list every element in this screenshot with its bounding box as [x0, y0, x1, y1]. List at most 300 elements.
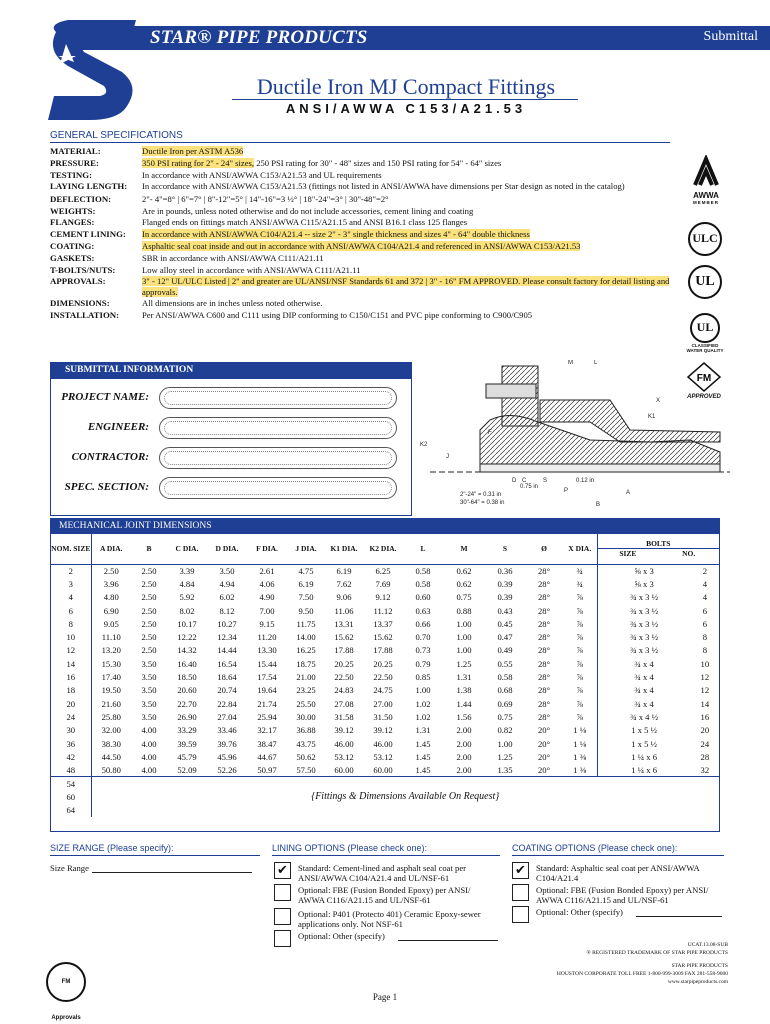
- svg-text:F: F: [488, 430, 492, 436]
- table-cell: 2.61: [259, 565, 275, 576]
- table-cell: 52.09: [177, 764, 197, 775]
- table-cell: 2.00: [456, 725, 472, 736]
- footer-trademark: ® REGISTERED TRADEMARK OF STAR PIPE PRODUCTS: [586, 950, 728, 956]
- awwa-member-label: MEMBER: [693, 200, 719, 205]
- spec-value: [142, 310, 690, 321]
- table-cell: 1 ¼ x 6: [597, 763, 691, 776]
- table-cell: 16: [51, 670, 91, 683]
- table-cell: 1.45: [415, 738, 431, 749]
- table-cell: ¾ x 3 ½: [597, 617, 691, 630]
- table-cell: 0.49: [497, 645, 513, 656]
- lining-checkbox[interactable]: [274, 908, 291, 925]
- table-cell: ⅞: [576, 685, 583, 696]
- table-cell: 3.50: [141, 711, 157, 722]
- spec-label: CEMENT LINING:: [50, 229, 126, 240]
- table-cell: 12: [700, 672, 710, 683]
- column-header: K2 DIA.: [369, 544, 397, 554]
- table-cell: 50.62: [296, 751, 316, 762]
- table-cell: 17.40: [101, 672, 121, 683]
- coating-checkbox[interactable]: ✔: [512, 862, 529, 879]
- column-header: S: [502, 544, 508, 554]
- table-cell: 14: [700, 698, 710, 709]
- column-header: Ø: [541, 544, 547, 554]
- mj-heading: MECHANICAL JOINT DIMENSIONS: [51, 519, 719, 534]
- table-cell: 39.12: [373, 725, 393, 736]
- svg-text:J: J: [446, 454, 449, 460]
- table-cell: 17.54: [257, 672, 277, 683]
- table-row: [51, 644, 719, 657]
- table-cell: 1.45: [415, 764, 431, 775]
- table-cell: 1 x 5 ½: [597, 737, 691, 750]
- table-cell: 1.00: [497, 738, 513, 749]
- table-cell: 4: [702, 578, 707, 589]
- table-cell: 48: [51, 763, 91, 776]
- column-header: K1 DIA.: [330, 544, 358, 554]
- table-cell: 44.50: [101, 751, 121, 762]
- table-cell: 9.06: [336, 592, 352, 603]
- spec-row: [50, 194, 690, 205]
- table-cell: 0.73: [415, 645, 431, 656]
- spec-row: [50, 229, 690, 240]
- table-cell: 12.34: [217, 632, 237, 643]
- table-cell: 21.60: [101, 698, 121, 709]
- table-cell: 16.54: [217, 658, 237, 669]
- spec-row: [50, 146, 690, 157]
- spec-value: [142, 217, 690, 228]
- table-cell: 8: [702, 632, 707, 643]
- table-cell: 28°: [537, 565, 551, 576]
- table-cell: 9.15: [259, 618, 275, 629]
- svg-text:D: D: [512, 478, 517, 484]
- table-cell: 36: [51, 737, 91, 750]
- table-cell: ¾ x 3 ½: [597, 591, 691, 604]
- table-cell: 24: [700, 738, 710, 749]
- svg-text:S: S: [543, 478, 548, 484]
- table-cell: 1.31: [456, 672, 472, 683]
- spec-text: Flanged ends on fittings match ANSI/AWWA C115/A21.15 and ANSI B16.1 class 125 flanges: [142, 217, 468, 228]
- spec-text: All dimensions are in inches unless noted otherwise.: [142, 298, 323, 309]
- ul-badge-icon: UL: [688, 265, 722, 299]
- size-range-rule: [50, 855, 260, 856]
- table-cell: 24.83: [334, 685, 354, 696]
- table-cell: 33.29: [177, 725, 197, 736]
- classified-label: CLASSIFIED: [691, 343, 719, 348]
- table-cell: 7.62: [336, 578, 352, 589]
- table-cell: 0.58: [497, 672, 513, 683]
- table-cell: 2.00: [456, 738, 472, 749]
- table-cell: 9.12: [375, 592, 391, 603]
- svg-text:M: M: [568, 360, 573, 366]
- svg-text:C: C: [522, 478, 527, 484]
- table-cell: 22.50: [334, 672, 354, 683]
- table-row: [51, 763, 719, 776]
- table-cell: ⅞: [576, 618, 583, 629]
- table-cell: ¾ x 3 ½: [597, 630, 691, 643]
- table-cell: 22.84: [217, 698, 237, 709]
- spec-row: [50, 217, 690, 228]
- table-cell: 1.00: [456, 645, 472, 656]
- table-cell: 21.00: [296, 672, 316, 683]
- svg-text:K2: K2: [420, 442, 428, 448]
- spec-row: [50, 253, 690, 264]
- table-cell: 20: [700, 725, 710, 736]
- table-cell: 31.58: [334, 711, 354, 722]
- table-cell: 4: [51, 591, 91, 604]
- column-header: F DIA.: [256, 544, 278, 554]
- table-cell: 1.02: [415, 711, 431, 722]
- table-cell: 0.60: [415, 592, 431, 603]
- table-row: [51, 564, 719, 577]
- table-cell: 6: [702, 605, 707, 616]
- table-cell: 20°: [537, 751, 551, 762]
- table-cell: 11.10: [101, 632, 121, 643]
- table-cell: 36.88: [296, 725, 316, 736]
- coating-heading: COATING OPTIONS (Please check one):: [512, 843, 678, 853]
- mj-table-body: [51, 564, 719, 817]
- table-cell: 2.50: [141, 645, 157, 656]
- table-cell: 2.50: [141, 632, 157, 643]
- spec-text: SBR in accordance with ANSI/AWWA C111/A21.11: [142, 252, 324, 263]
- spec-value: [142, 241, 690, 252]
- svg-text:K1: K1: [648, 414, 656, 420]
- table-cell: 15.44: [257, 658, 277, 669]
- bolts-subheader-cell: NO.: [682, 549, 696, 559]
- column-header: B: [146, 544, 152, 554]
- spec-text: Low alloy steel in accordance with ANSI/AWWA C111/A21.11: [142, 264, 361, 275]
- submittal-tag: Submittal: [703, 29, 758, 44]
- table-cell: 0.88: [456, 605, 472, 616]
- table-cell: 10: [51, 630, 91, 643]
- table-cell: 2.50: [141, 592, 157, 603]
- spec-section-label: SPEC. SECTION:: [64, 481, 149, 493]
- table-cell: 6.90: [103, 605, 119, 616]
- table-cell: 16.25: [296, 645, 316, 656]
- spec-label: COATING:: [50, 240, 95, 251]
- table-cell: 8: [51, 617, 91, 630]
- table-cell: 30.00: [296, 711, 316, 722]
- table-cell: 39.59: [177, 738, 197, 749]
- coating-checkbox[interactable]: [512, 906, 529, 923]
- highlighted-text: 350 PSI rating for 2" - 24" sizes,: [142, 157, 255, 168]
- table-cell: 13.31: [334, 618, 354, 629]
- table-cell: 8.12: [219, 605, 235, 616]
- table-cell: 4: [702, 592, 707, 603]
- table-cell: 3.39: [179, 565, 195, 576]
- table-cell: 13.20: [101, 645, 121, 656]
- spec-value: [142, 194, 690, 205]
- lining-option-label: Standard: Cement-lined and asphalt seal coat per ANSI/AWWA C104/A21.4 and UL/NSF-61: [298, 863, 466, 883]
- table-cell: 23.25: [296, 685, 316, 696]
- lining-checkbox[interactable]: ✔: [274, 862, 291, 879]
- contractor-field[interactable]: [159, 447, 397, 469]
- svg-text:2"-24" = 0.31 in: 2"-24" = 0.31 in: [460, 492, 502, 498]
- table-cell: 54: [51, 777, 91, 790]
- table-cell: 44.67: [257, 751, 277, 762]
- lining-option-label: Optional: FBE (Fusion Bonded Epoxy) per ANSI/ AWWA C116/A21.15 and UL/NSF-61: [298, 885, 471, 905]
- awwa-icon: [691, 155, 721, 189]
- table-cell: 10.27: [217, 618, 237, 629]
- table-cell: 38.30: [101, 738, 121, 749]
- title-underline: [232, 99, 578, 100]
- spec-row: [50, 298, 690, 309]
- table-cell: 20°: [537, 725, 551, 736]
- engineer-field[interactable]: [159, 417, 397, 439]
- column-header: C DIA.: [175, 544, 199, 554]
- spec-label: LAYING LENGTH:: [50, 181, 128, 192]
- spec-row: [50, 181, 690, 192]
- table-cell: 3.50: [141, 685, 157, 696]
- table-cell: 38.47: [257, 738, 277, 749]
- table-cell: 6.19: [298, 578, 314, 589]
- highlighted-text: Asphaltic seal coat inside and out in accordance with ANSI/AWWA C104/A21.4 and referenced in ANSI/AWWA C153/A21.53: [142, 240, 581, 251]
- spec-row: [50, 206, 690, 217]
- table-cell: 0.62: [456, 578, 472, 589]
- table-cell: 2.50: [141, 565, 157, 576]
- table-cell: 12: [700, 685, 710, 696]
- table-row: [51, 670, 719, 683]
- lining-rule: [272, 855, 500, 856]
- table-cell: 4.75: [298, 565, 314, 576]
- table-cell: 20.25: [334, 658, 354, 669]
- column-header: NOM. SIZE: [51, 534, 91, 564]
- table-row: [51, 697, 719, 710]
- table-cell: 0.47: [497, 632, 513, 643]
- table-cell: ⅞: [576, 645, 583, 656]
- table-cell: 33.46: [217, 725, 237, 736]
- spec-text: In accordance with ANSI/AWWA C153/A21.53 (fittings not listed in ANSI/AWWA have dimensions per Star design as noted in the catalog): [142, 181, 625, 192]
- highlighted-text: 3" - 12" UL/ULC Listed | 2" and greater are UL/ANSI/NSF Standards 61 and 372 | 3" - 16" FM APPROVED. Please consult factory for detail listing and approvals.: [142, 276, 670, 298]
- table-cell: 4.00: [141, 751, 157, 762]
- footer-company: STAR PIPE PRODUCTS: [671, 963, 728, 969]
- mj-cross-section-drawing: [420, 360, 742, 512]
- table-cell: 39.76: [217, 738, 237, 749]
- table-cell: 27.00: [373, 698, 393, 709]
- table-cell: 0.62: [456, 565, 472, 576]
- table-cell: 28°: [537, 658, 551, 669]
- table-cell: 8.02: [179, 605, 195, 616]
- table-cell: ⅞: [576, 698, 583, 709]
- table-cell: 20°: [537, 738, 551, 749]
- table-cell: 0.43: [497, 605, 513, 616]
- table-cell: 1 ¼ x 6: [597, 750, 691, 763]
- spec-row: [50, 310, 690, 321]
- highlighted-text: Ductile Iron per ASTM A536: [142, 146, 244, 156]
- table-cell: 1 ⅜: [573, 751, 587, 762]
- table-cell: 15.62: [373, 632, 393, 643]
- table-cell: ¾ x 3 ½: [597, 604, 691, 617]
- table-cell: 4.80: [103, 592, 119, 603]
- table-cell: 30: [51, 724, 91, 737]
- lining-heading: LINING OPTIONS (Please check one):: [272, 843, 428, 853]
- table-cell: 14.00: [296, 632, 316, 643]
- table-cell: 1.38: [456, 685, 472, 696]
- table-row: [51, 577, 719, 590]
- coating-other-input[interactable]: [636, 916, 722, 917]
- table-cell: 3.50: [219, 565, 235, 576]
- table-cell: 2.00: [456, 751, 472, 762]
- table-cell: 16: [700, 711, 710, 722]
- spec-value: [142, 298, 690, 309]
- awwa-badge: [684, 155, 728, 205]
- table-cell: 24: [51, 710, 91, 723]
- highlighted-text: In accordance with ANSI/AWWA C104/A21.4 -- size 2" - 3" single thickness and sizes 4" - 64" double thickness: [142, 229, 530, 240]
- table-cell: 50.97: [257, 764, 277, 775]
- table-cell: 0.58: [415, 578, 431, 589]
- table-cell: ¾: [576, 565, 583, 576]
- coating-checkbox[interactable]: [512, 884, 529, 901]
- table-cell: 15.62: [334, 632, 354, 643]
- table-cell: 1.56: [456, 711, 472, 722]
- table-cell: 17.88: [334, 645, 354, 656]
- footer-info: [557, 941, 728, 986]
- table-cell: 21.74: [257, 698, 277, 709]
- table-cell: 28°: [537, 632, 551, 643]
- table-cell: 11.06: [334, 605, 354, 616]
- column-header: L: [420, 544, 426, 554]
- table-cell: 1 x 5 ½: [597, 724, 691, 737]
- spec-label: GASKETS:: [50, 252, 95, 263]
- table-cell: 0.45: [497, 618, 513, 629]
- table-cell: 20: [51, 697, 91, 710]
- svg-text:L: L: [594, 360, 598, 366]
- table-cell: 14: [51, 657, 91, 670]
- spec-value: [142, 265, 690, 276]
- table-row: [51, 591, 719, 604]
- general-spec-rule: [50, 142, 670, 143]
- table-cell: 19.64: [257, 685, 277, 696]
- table-cell: 45.96: [217, 751, 237, 762]
- table-cell: 4.00: [141, 764, 157, 775]
- general-spec-heading: GENERAL SPECIFICATIONS: [50, 130, 183, 141]
- table-cell: ¾ x 4: [597, 697, 691, 710]
- table-cell: 1.31: [415, 725, 431, 736]
- bolts-subheader: [598, 549, 720, 558]
- table-cell: 4.84: [179, 578, 195, 589]
- table-row: [51, 737, 719, 750]
- spec-label: FLANGES:: [50, 217, 95, 228]
- table-cell: 6: [51, 604, 91, 617]
- table-cell: 1.25: [497, 751, 513, 762]
- spec-label: T-BOLTS/NUTS:: [50, 264, 116, 275]
- table-cell: 2.50: [141, 618, 157, 629]
- table-cell: 18.50: [177, 672, 197, 683]
- size-range-label: Size Range: [50, 863, 89, 873]
- footer-contact: HOUSTON CORPORATE TOLL FREE 1-800-999-3009 FAX 281-558-9000: [556, 971, 728, 977]
- spec-value: [142, 229, 690, 240]
- fm-approved-label: APPROVED: [687, 394, 721, 400]
- table-row: [51, 724, 719, 737]
- table-cell: ¾ x 4: [597, 670, 691, 683]
- table-cell: 2: [51, 564, 91, 577]
- spec-label: PRESSURE:: [50, 157, 99, 168]
- table-cell: 7.69: [375, 578, 391, 589]
- table-cell: 0.39: [497, 578, 513, 589]
- table-cell: 10: [700, 658, 710, 669]
- spec-label: APPROVALS:: [50, 276, 106, 287]
- spec-section-field[interactable]: [159, 477, 397, 499]
- size-range-input[interactable]: [92, 872, 252, 873]
- table-cell: 0.85: [415, 672, 431, 683]
- table-cell: 4.00: [141, 725, 157, 736]
- bolts-subheader-cell: SIZE: [619, 549, 637, 559]
- table-cell: 1.25: [456, 658, 472, 669]
- lining-checkbox[interactable]: [274, 930, 291, 947]
- table-cell: 22.50: [373, 672, 393, 683]
- table-cell: 0.55: [497, 658, 513, 669]
- table-cell: 9.50: [298, 605, 314, 616]
- engineer-label: ENGINEER:: [87, 421, 149, 433]
- table-cell: 20°: [537, 764, 551, 775]
- table-cell: 42: [51, 750, 91, 763]
- table-cell: ¾: [576, 578, 583, 589]
- table-cell: 0.79: [415, 658, 431, 669]
- spec-value: [142, 181, 690, 192]
- spec-label: TESTING:: [50, 169, 93, 180]
- table-cell: 12: [51, 644, 91, 657]
- table-cell: 0.36: [497, 565, 513, 576]
- table-cell: 7.50: [298, 592, 314, 603]
- svg-text:X: X: [656, 398, 661, 404]
- lining-option-label: Optional: Other (specify): [298, 931, 385, 941]
- spec-text: Per ANSI/AWWA C600 and C111 using DIP conforming to C150/C151 and PVC pipe conforming to C900/C905: [142, 310, 533, 321]
- spec-label: INSTALLATION:: [50, 310, 120, 321]
- spec-row: [50, 276, 672, 298]
- lining-checkbox[interactable]: [274, 884, 291, 901]
- table-cell: 4.06: [259, 578, 275, 589]
- table-cell: 20.60: [177, 685, 197, 696]
- table-cell: 31.50: [373, 711, 393, 722]
- page-number: Page 1: [372, 992, 398, 1002]
- table-cell: 7.00: [259, 605, 275, 616]
- contractor-label: CONTRACTOR:: [71, 451, 149, 463]
- lining-option-label: Optional: P401 (Protecto 401) Ceramic Epoxy-sewer applications only. Not NSF-61: [298, 909, 481, 929]
- table-cell: 0.75: [497, 711, 513, 722]
- project-name-field[interactable]: [159, 387, 397, 409]
- table-cell: 14.44: [217, 645, 237, 656]
- table-cell: 11.20: [257, 632, 277, 643]
- table-cell: 25.80: [101, 711, 121, 722]
- lining-other-input[interactable]: [398, 940, 498, 941]
- coating-option-label: Optional: Other (specify): [536, 907, 623, 917]
- spec-label: MATERIAL:: [50, 146, 101, 156]
- table-cell: 46.00: [373, 738, 393, 749]
- spec-value: [142, 170, 690, 181]
- mj-dimensions-panel: [50, 518, 720, 832]
- table-cell: ⅞: [576, 711, 583, 722]
- table-row: [51, 684, 719, 697]
- submittal-heading: SUBMITTAL INFORMATION: [51, 363, 411, 379]
- table-cell: 11.12: [373, 605, 393, 616]
- table-cell: ⅞: [576, 632, 583, 643]
- table-cell: ⅝ x 3: [597, 564, 691, 577]
- table-cell: 1 ⅜: [573, 764, 587, 775]
- table-cell: 8: [702, 645, 707, 656]
- table-cell: 25.50: [296, 698, 316, 709]
- table-cell: 1.02: [415, 698, 431, 709]
- table-cell: 32.17: [257, 725, 277, 736]
- table-cell: 1.00: [456, 632, 472, 643]
- table-cell: 14.32: [177, 645, 197, 656]
- bolts-header: [597, 534, 719, 564]
- table-cell: ¾ x 4: [597, 657, 691, 670]
- column-header: J DIA.: [295, 544, 317, 554]
- spec-row: [50, 158, 690, 169]
- coating-rule: [512, 855, 724, 856]
- table-cell: ⅞: [576, 672, 583, 683]
- table-cell: 5.92: [179, 592, 195, 603]
- table-cell: 6: [702, 618, 707, 629]
- table-cell: 18: [51, 684, 91, 697]
